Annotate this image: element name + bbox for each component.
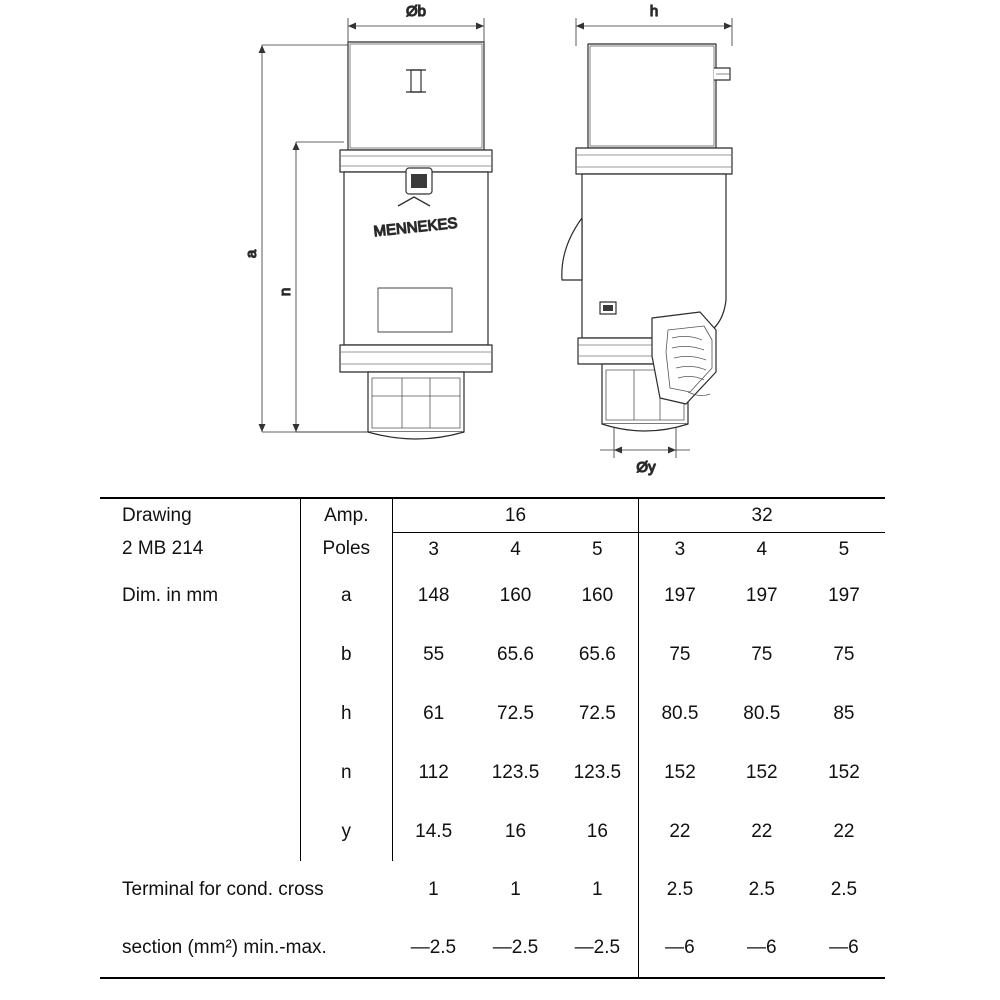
header-amp-key: Amp. bbox=[300, 498, 392, 533]
cell-n-16-5: 123.5 bbox=[573, 761, 622, 783]
cell-term-max-32-4: —6 bbox=[721, 919, 803, 978]
row-key-h: h bbox=[300, 684, 392, 743]
cell-term-max-16-5: —2.5 bbox=[557, 919, 639, 978]
cell-y-16-3: 14.5 bbox=[415, 820, 453, 842]
cell-term-min-32-5: 2.5 bbox=[830, 879, 858, 900]
cell-y-32-3: 22 bbox=[639, 802, 721, 861]
drawing-title-line2: 2 MB 214 bbox=[122, 538, 204, 560]
cell-h-16-3: 61 bbox=[423, 702, 445, 724]
header-poles-key: Poles bbox=[300, 533, 392, 567]
cell-a-32-3: 197 bbox=[639, 566, 721, 625]
cell-h-32-3: 80.5 bbox=[639, 684, 721, 743]
cell-a-16-5: 160 bbox=[581, 584, 614, 606]
table-header-poles-row bbox=[100, 533, 885, 567]
cell-h-32-4: 80.5 bbox=[743, 702, 781, 724]
cell-h-32-5: 85 bbox=[833, 702, 855, 724]
poles-16-5: 5 bbox=[592, 538, 603, 560]
amp-group-16: 16 bbox=[392, 498, 638, 533]
dimension-table bbox=[100, 497, 885, 979]
amp-group-32: 32 bbox=[639, 498, 885, 533]
dim-label-a: a bbox=[243, 249, 260, 259]
row-key-y: y bbox=[300, 802, 392, 861]
cell-a-32-5: 197 bbox=[828, 584, 860, 606]
table-row bbox=[100, 802, 885, 861]
cell-term-min-32-3: 2.5 bbox=[639, 861, 721, 919]
table-row bbox=[100, 684, 885, 743]
cell-term-min-16-4: 1 bbox=[510, 879, 521, 900]
cell-a-32-4: 197 bbox=[745, 584, 778, 606]
cell-a-16-4: 160 bbox=[499, 584, 532, 606]
cell-b-16-5: 65.6 bbox=[578, 643, 616, 665]
dim-label-diameter-b: Øb bbox=[405, 3, 427, 20]
cell-term-min-16-3: 1 bbox=[428, 879, 439, 900]
cell-term-max-16-4: —2.5 bbox=[474, 919, 556, 978]
terminal-label-line2: section (mm²) min.-max. bbox=[100, 919, 392, 978]
poles-32-3: 3 bbox=[639, 533, 721, 567]
table-row bbox=[100, 743, 885, 802]
left-plug-view bbox=[340, 42, 492, 439]
cell-y-16-4: 16 bbox=[504, 820, 527, 842]
cell-term-max-32-5: —6 bbox=[803, 919, 885, 978]
cell-b-16-4: 65.6 bbox=[497, 643, 534, 665]
dim-in-mm-label: Dim. in mm bbox=[122, 584, 219, 606]
terminal-label-line1: Terminal for cond. cross bbox=[122, 879, 324, 900]
cell-n-16-3: 112 bbox=[418, 761, 449, 783]
table-row bbox=[100, 625, 885, 684]
cable-gland bbox=[652, 312, 716, 404]
cell-h-16-4: 72.5 bbox=[497, 702, 534, 724]
dim-label-diameter-y: Øy bbox=[636, 459, 656, 476]
right-plug-view bbox=[562, 44, 732, 431]
cell-n-32-5: 152 bbox=[828, 761, 860, 783]
cell-a-16-3: 148 bbox=[417, 584, 450, 606]
cell-n-16-4: 123.5 bbox=[491, 761, 540, 783]
cell-b-32-4: 75 bbox=[751, 643, 773, 665]
poles-16-4: 4 bbox=[510, 538, 521, 560]
brand-label: MENNEKES bbox=[372, 214, 459, 241]
cell-b-16-3: 55 bbox=[423, 643, 445, 665]
cell-y-32-4: 22 bbox=[751, 820, 773, 842]
dim-label-n: n bbox=[277, 287, 294, 297]
dim-label-h: h bbox=[649, 3, 659, 20]
row-key-b: b bbox=[300, 625, 392, 684]
cell-y-32-5: 22 bbox=[833, 820, 855, 842]
table-row-terminal-max bbox=[100, 919, 885, 978]
cell-n-32-3: 152 bbox=[639, 743, 721, 802]
cell-b-32-3: 75 bbox=[639, 625, 721, 684]
row-key-a: a bbox=[300, 566, 392, 625]
poles-32-5: 5 bbox=[838, 538, 850, 560]
technical-drawing bbox=[0, 0, 1000, 490]
cell-term-min-16-5: 1 bbox=[592, 879, 603, 900]
drawing-svg bbox=[0, 0, 1000, 490]
cell-h-16-5: 72.5 bbox=[578, 702, 616, 724]
table-row bbox=[100, 566, 885, 625]
cell-term-max-32-3: —6 bbox=[639, 919, 721, 978]
poles-32-4: 4 bbox=[756, 538, 768, 560]
poles-16-3: 3 bbox=[428, 538, 439, 560]
cell-n-32-4: 152 bbox=[745, 761, 778, 783]
cell-y-16-5: 16 bbox=[586, 820, 608, 842]
cell-term-max-16-3: —2.5 bbox=[392, 919, 474, 978]
cell-b-32-5: 75 bbox=[833, 643, 855, 665]
drawing-title-line1: Drawing bbox=[100, 498, 300, 533]
table-row-terminal-min bbox=[100, 861, 885, 919]
table-header-amp-row bbox=[100, 498, 885, 533]
cell-term-min-32-4: 2.5 bbox=[748, 879, 775, 900]
row-key-n: n bbox=[300, 743, 392, 802]
